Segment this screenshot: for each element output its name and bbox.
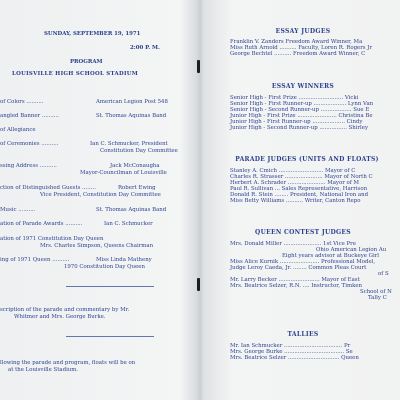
- program-item-a: ing of 1971 Queen ..........: [0, 257, 70, 263]
- queen-judge: Mrs. Beatrice Selzer, R.N. .... Instructor, Timken: [230, 283, 363, 289]
- program-item-b: Ian C. Schmucker: [104, 221, 153, 227]
- essay-winner: Junior High - First Prize ....................... Christina Be: [230, 113, 373, 119]
- program-item-b: Mrs. Charles Simpson, Queens Chairman: [40, 243, 154, 249]
- program-item-a: of Ceremonies ..........: [0, 141, 59, 147]
- program-item-a: ation of 1971 Constitution Day Queen: [0, 236, 104, 242]
- program-title: PROGRAM: [70, 59, 103, 65]
- essay-judge: Franklin V. Zanders Freedom Award Winner, Ma: [230, 39, 363, 45]
- program-item-b: Robert Ewing: [118, 185, 156, 191]
- parade-judge: Herbert A. Schrader ...................... Mayor of M: [230, 180, 359, 186]
- staple-bottom: [197, 278, 200, 291]
- program-item-b: Constitution Day Committee: [100, 148, 178, 154]
- tally-entry: Mr. Ian Schmucker .................................. Pr: [230, 343, 351, 349]
- parade-judges-heading: PARADE JUDGES (UNITS AND FLOATS): [235, 156, 379, 163]
- essay-winner: Senior High - First Prize .......................... Vicki: [230, 95, 359, 101]
- tallies-heading: TALLIES: [287, 331, 319, 338]
- program-item-b: St. Thomas Aquinas Band: [96, 207, 167, 213]
- right-page: [206, 0, 400, 400]
- tally-entry: Mrs. Beatrice Selzer .............................. Queen: [230, 355, 359, 361]
- essay-winner: Junior High - First Runner-up ................... Cindy: [230, 119, 363, 125]
- program-item-a: of Allegiance: [0, 127, 36, 133]
- float-note-line1: llowing the parade and program, floats will be on: [0, 360, 136, 366]
- program-item-a: of Colors ..........: [0, 99, 44, 105]
- queen-judges-heading: QUEEN CONTEST JUDGES: [255, 229, 351, 236]
- queen-judge: Mr. Larry Becker ........................ Mayor of East: [230, 277, 360, 283]
- program-item-b: St. Thomas Aquinas Band: [96, 113, 167, 119]
- left-page: [0, 0, 196, 400]
- divider: [66, 336, 154, 337]
- program-item-a: Music ..........: [0, 207, 36, 213]
- program-item-b: Miss Linda Matheny: [96, 257, 152, 263]
- essay-winners-heading: ESSAY WINNERS: [271, 83, 335, 90]
- queen-judge: Miss Alice Kurnik ....................... Professional Model,: [230, 259, 376, 265]
- parade-judge: Stanley A. Cmich .......................... Mayor of C: [230, 168, 356, 174]
- parade-judge: Miss Betty Williams .......... Writer, Canton Repo: [230, 198, 361, 204]
- divider: [66, 286, 154, 287]
- header-time: 2:00 P. M.: [130, 45, 160, 51]
- program-item-a: angled Banner ..........: [0, 113, 59, 119]
- essay-winner: Senior High - First Runner-up ................... Lynn Van: [230, 101, 374, 107]
- commentary-note-line2: Whitmer and Mrs. George Burke.: [14, 314, 106, 320]
- queen-judge: Ohio American Legion Au: [316, 247, 387, 253]
- queen-judge: School of N: [360, 289, 392, 295]
- program-item-b: Ian C. Schmucker, President: [90, 141, 168, 147]
- parade-judge: Donald R. Stein ........ President, National Iron and: [230, 192, 369, 198]
- queen-judge: Tally C: [368, 295, 387, 301]
- parade-judge: Charles R. Strasser ...................... Mayor of North C: [230, 174, 373, 180]
- float-note-line2: at the Louisville Stadium.: [8, 367, 79, 373]
- program-item-b: American Legion Post 548: [96, 99, 168, 105]
- program-item-a: ssing Address ..........: [0, 163, 57, 169]
- essay-judge: Miss Ruth Arnold .......... Faculty, Loren R. Rogers Jr: [230, 45, 373, 51]
- queen-judge: of S: [378, 271, 389, 277]
- program-item-b: Jack McConaugha: [110, 163, 160, 169]
- queen-judge: Eight years advisor at Buckeye Girl: [282, 253, 379, 259]
- parade-judge: Paul R. Sullivan ... Sales Representative, Harrison: [230, 186, 368, 192]
- program-item-b: Vice President, Constitution Day Committee: [40, 192, 161, 198]
- tally-entry: Mrs. George Burke ................................... Se: [230, 349, 353, 355]
- program-item-a: ction of Distinguished Guests ........: [0, 185, 96, 191]
- staple-top: [197, 60, 200, 73]
- program-item-b: Mayor-Councilman of Louisville: [80, 170, 167, 176]
- commentary-note-line1: scription of the parade and commentary by Mr.: [0, 307, 130, 313]
- essay-winner: Junior High - Second Runner-up ................ Shirley: [230, 125, 368, 131]
- essay-judges-heading: ESSAY JUDGES: [275, 28, 331, 35]
- queen-judge: Mrs. Donald Miller ...................... 1st Vice Pre: [230, 241, 356, 247]
- header-date: SUNDAY, SEPTEMBER 19, 1971: [44, 31, 141, 37]
- program-item-b: 1970 Constitution Day Queen: [64, 264, 145, 270]
- essay-winner: Senior High - Second Runner-up .................. Sue E: [230, 107, 370, 113]
- essay-judge: George Bechtel .......... Freedom Award Winner, C: [230, 51, 366, 57]
- venue-title: LOUISVILLE HIGH SCHOOL STADIUM: [12, 71, 139, 77]
- queen-judge: Judge Leroy Caeda, Jr. ........ Common Pleas Court: [230, 265, 367, 271]
- program-item-a: ation of Parade Awards ..........: [0, 221, 83, 227]
